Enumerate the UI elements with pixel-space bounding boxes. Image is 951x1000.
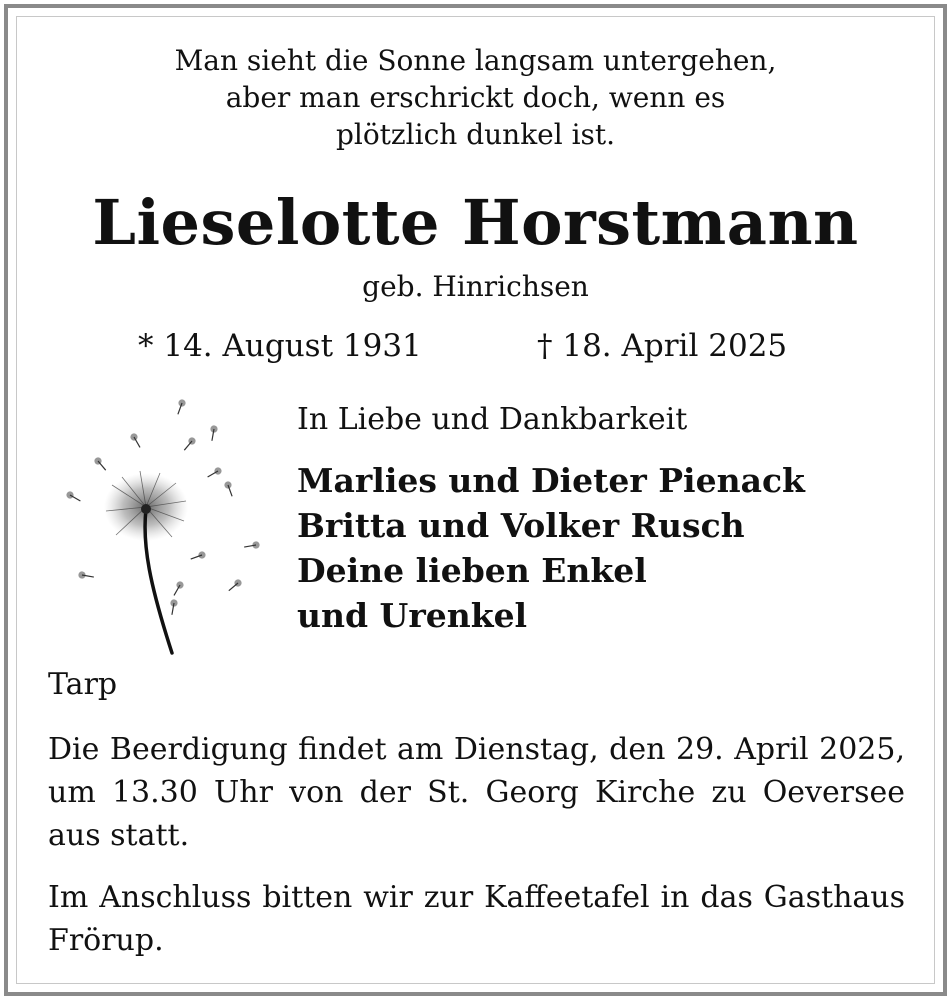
poem-line: plötzlich dunkel ist.: [335, 118, 616, 151]
birth-name: geb. Hinrichsen: [362, 270, 589, 303]
death-date: † 18. April 2025: [537, 328, 788, 364]
place: Tarp: [48, 667, 118, 702]
funeral-notice: Die Beerdigung findet am Dienstag, den 29. April 2025, um 13.30 Uhr von der St. Georg Kirche zu Oeversee aus statt.: [48, 732, 905, 853]
mourner-name: Deine lieben Enkel: [297, 551, 647, 590]
deceased-name: Lieselotte Horstmann: [92, 186, 859, 259]
poem: [0, 42, 951, 153]
mourner-name: und Urenkel: [297, 596, 528, 635]
coffee-notice: Im Anschluss bitten wir zur Kaffeetafel in das Gasthaus Frörup.: [48, 880, 905, 958]
dandelion-icon: [42, 385, 282, 660]
mourner-name: Britta und Volker Rusch: [297, 506, 745, 545]
gratitude-line: In Liebe und Dankbarkeit: [297, 402, 688, 437]
birth-date: * 14. August 1931: [138, 328, 422, 364]
mourners-list: [297, 458, 805, 638]
poem-line: aber man erschrickt doch, wenn es: [225, 81, 726, 114]
mourner-name: Marlies und Dieter Pienack: [297, 461, 805, 500]
poem-line: Man sieht die Sonne langsam untergehen,: [174, 44, 777, 77]
